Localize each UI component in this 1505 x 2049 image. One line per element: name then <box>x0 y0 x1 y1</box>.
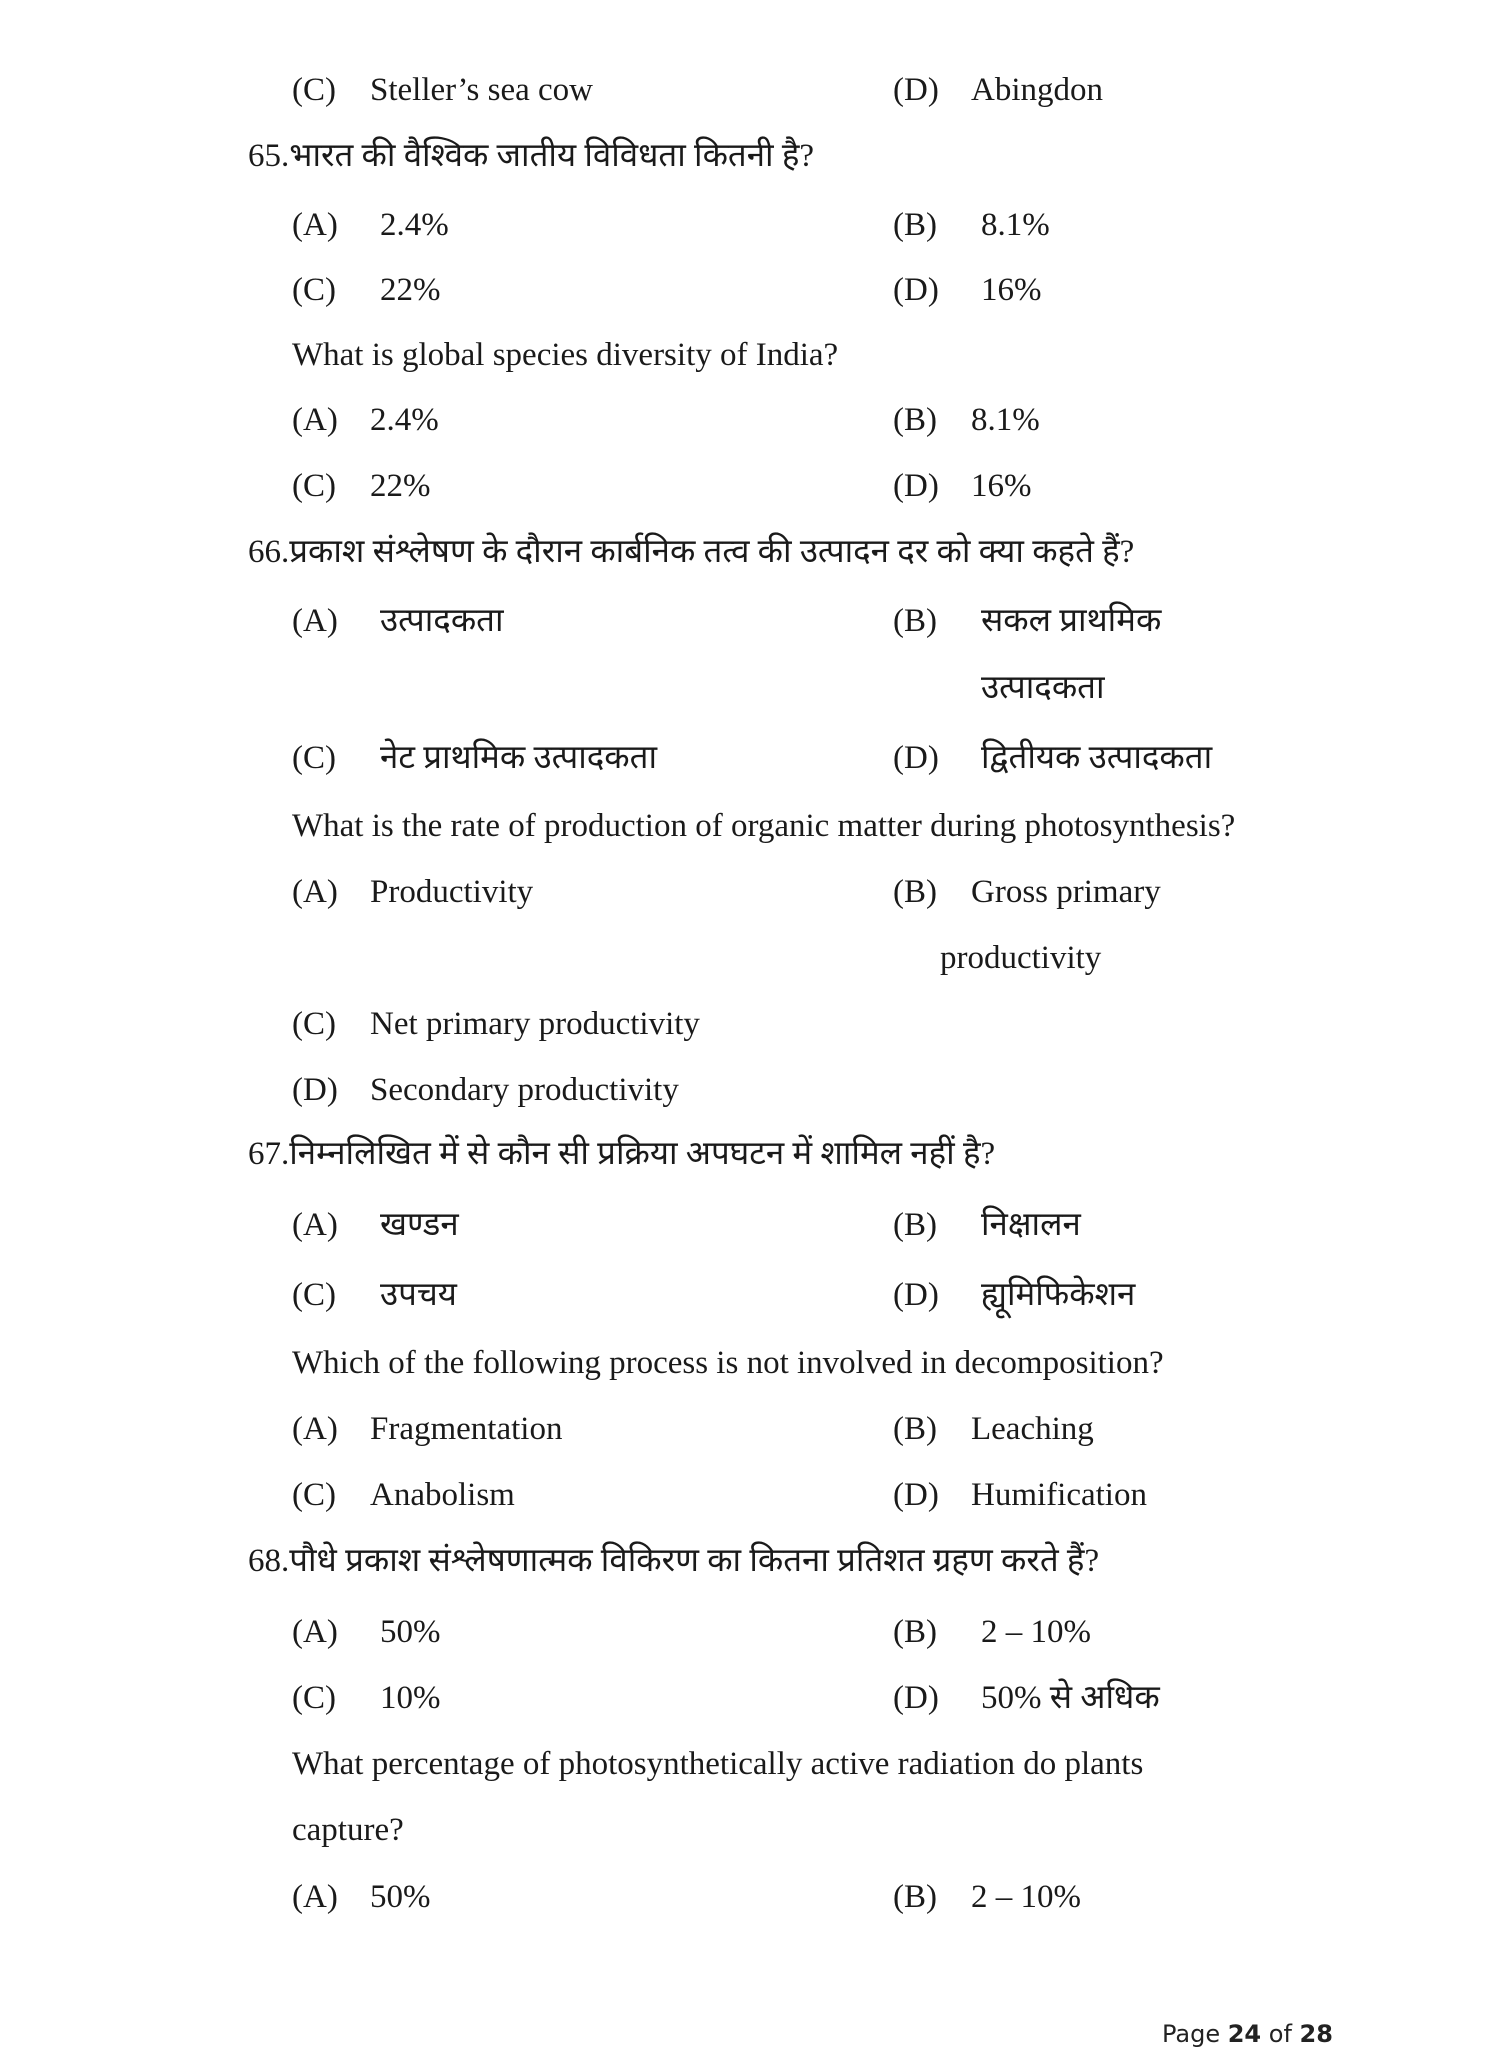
q67-hi-option-b <box>893 1205 1081 1245</box>
option-text: खण्डन <box>380 1207 459 1243</box>
option-text: सकल प्राथमिक <box>981 603 1162 639</box>
page-of: of <box>1261 2020 1300 2048</box>
option-text: उत्पादकता <box>380 603 504 639</box>
page-prefix: Page <box>1162 2020 1228 2048</box>
option-text: 2 – 10% <box>981 1614 1091 1650</box>
option-text: ह्यूमिफिकेशन <box>981 1277 1136 1313</box>
option-label: (B) <box>893 874 937 910</box>
q66-en-option-b <box>893 872 1161 912</box>
q65-en-option-a <box>292 400 439 440</box>
option-label: (A) <box>292 603 338 639</box>
option-text: नेट प्राथमिक उत्पादकता <box>380 740 658 776</box>
option-text: 2 – 10% <box>971 1879 1081 1915</box>
option-label: (D) <box>893 72 939 108</box>
option-label: (D) <box>893 1277 939 1313</box>
q66-en-option-b-continued: productivity <box>940 940 1102 976</box>
option-label: (A) <box>292 1879 338 1915</box>
q67-hindi-question: 67.निम्नलिखित में से कौन सी प्रक्रिया अपघटन में शामिल नहीं है? <box>248 1136 996 1172</box>
option-text: उपचय <box>380 1277 457 1313</box>
option-text: Secondary productivity <box>370 1072 679 1108</box>
q66-hi-option-a <box>292 601 504 641</box>
q66-hindi-question: 66.प्रकाश संश्लेषण के दौरान कार्बनिक तत्व की उत्पादन दर को क्या कहते हैं? <box>248 534 1135 570</box>
option-text: Net primary productivity <box>370 1006 700 1042</box>
q66-hi-option-d <box>893 738 1212 778</box>
option-label: (A) <box>292 1614 338 1650</box>
option-text: 22% <box>370 468 431 504</box>
q67-hi-option-a <box>292 1205 459 1245</box>
q64-option-d <box>893 70 1103 110</box>
q65-en-option-d <box>893 466 1032 506</box>
option-label: (C) <box>292 1006 336 1042</box>
q68-english-question-line2: capture? <box>292 1812 404 1848</box>
q67-en-option-c <box>292 1475 515 1515</box>
option-text: Humification <box>971 1477 1147 1513</box>
option-label: (C) <box>292 468 336 504</box>
option-label: (C) <box>292 1477 336 1513</box>
q65-hi-option-d <box>893 270 1042 310</box>
option-text: Fragmentation <box>370 1411 563 1447</box>
q68-en-option-b <box>893 1877 1081 1917</box>
q65-hi-option-a <box>292 205 449 245</box>
option-text: 50% से अधिक <box>981 1680 1160 1716</box>
option-label: (A) <box>292 207 338 243</box>
option-label: (C) <box>292 72 336 108</box>
q66-hi-option-b <box>893 601 1161 641</box>
option-text: निक्षालन <box>981 1207 1081 1243</box>
option-label: (A) <box>292 874 338 910</box>
page-current: 24 <box>1227 2020 1262 2048</box>
q67-english-question: Which of the following process is not involved in decomposition? <box>292 1345 1164 1381</box>
option-label: (D) <box>893 468 939 504</box>
option-text: 2.4% <box>380 207 449 243</box>
option-label: (D) <box>893 272 939 308</box>
q66-english-question: What is the rate of production of organic matter during photosynthesis? <box>292 808 1236 844</box>
q67-hi-option-d <box>893 1275 1135 1315</box>
q68-english-question-line1: What percentage of photosynthetically active radiation do plants <box>292 1746 1144 1782</box>
page-total: 28 <box>1299 2020 1333 2048</box>
option-text: 22% <box>380 272 441 308</box>
option-label: (B) <box>893 402 937 438</box>
option-text: 50% <box>370 1879 431 1915</box>
q67-hi-option-c <box>292 1275 457 1315</box>
q66-en-option-c <box>292 1004 700 1044</box>
q68-hi-option-c <box>292 1678 441 1718</box>
option-label: (C) <box>292 1680 336 1716</box>
option-text: द्वितीयक उत्पादकता <box>981 740 1213 776</box>
q65-en-option-c <box>292 466 431 506</box>
q67-en-option-a <box>292 1409 562 1449</box>
q68-hindi-question: 68.पौधे प्रकाश संश्लेषणात्मक विकिरण का कितना प्रतिशत ग्रहण करते हैं? <box>248 1543 1100 1579</box>
q65-english-question: What is global species diversity of India? <box>292 337 839 373</box>
q66-en-option-d <box>292 1070 679 1110</box>
option-label: (A) <box>292 1411 338 1447</box>
page-number <box>1162 2019 1333 2049</box>
option-text: 16% <box>971 468 1032 504</box>
option-label: (B) <box>893 1411 937 1447</box>
q65-hindi-question: 65.भारत की वैश्विक जातीय विविधता कितनी है? <box>248 138 815 174</box>
option-label: (A) <box>292 1207 338 1243</box>
option-text: 10% <box>380 1680 441 1716</box>
option-text: 8.1% <box>971 402 1040 438</box>
q68-hi-option-b <box>893 1612 1091 1652</box>
option-text: Productivity <box>370 874 534 910</box>
option-label: (D) <box>893 740 939 776</box>
option-text: 16% <box>981 272 1042 308</box>
option-text: Leaching <box>971 1411 1094 1447</box>
q67-en-option-d <box>893 1475 1147 1515</box>
option-label: (C) <box>292 272 336 308</box>
option-label: (B) <box>893 1879 937 1915</box>
option-label: (B) <box>893 1207 937 1243</box>
option-text: Anabolism <box>370 1477 515 1513</box>
q65-hi-option-b <box>893 205 1050 245</box>
option-label: (B) <box>893 603 937 639</box>
q66-hi-option-b-continued: उत्पादकता <box>981 670 1105 706</box>
q65-hi-option-c <box>292 270 441 310</box>
q64-option-c <box>292 70 593 110</box>
option-label: (B) <box>893 207 937 243</box>
option-text: 8.1% <box>981 207 1050 243</box>
q65-en-option-b <box>893 400 1040 440</box>
q67-en-option-b <box>893 1409 1094 1449</box>
option-text: Steller’s sea cow <box>370 72 593 108</box>
q68-hi-option-a <box>292 1612 441 1652</box>
option-label: (D) <box>292 1072 338 1108</box>
option-text: Abingdon <box>971 72 1103 108</box>
option-text: Gross primary <box>971 874 1161 910</box>
option-label: (C) <box>292 740 336 776</box>
q66-en-option-a <box>292 872 533 912</box>
option-text: 2.4% <box>370 402 439 438</box>
option-label: (B) <box>893 1614 937 1650</box>
option-label: (C) <box>292 1277 336 1313</box>
option-label: (A) <box>292 402 338 438</box>
q68-hi-option-d <box>893 1678 1160 1718</box>
option-label: (D) <box>893 1477 939 1513</box>
option-label: (D) <box>893 1680 939 1716</box>
q66-hi-option-c <box>292 738 657 778</box>
option-text: 50% <box>380 1614 441 1650</box>
q68-en-option-a <box>292 1877 431 1917</box>
